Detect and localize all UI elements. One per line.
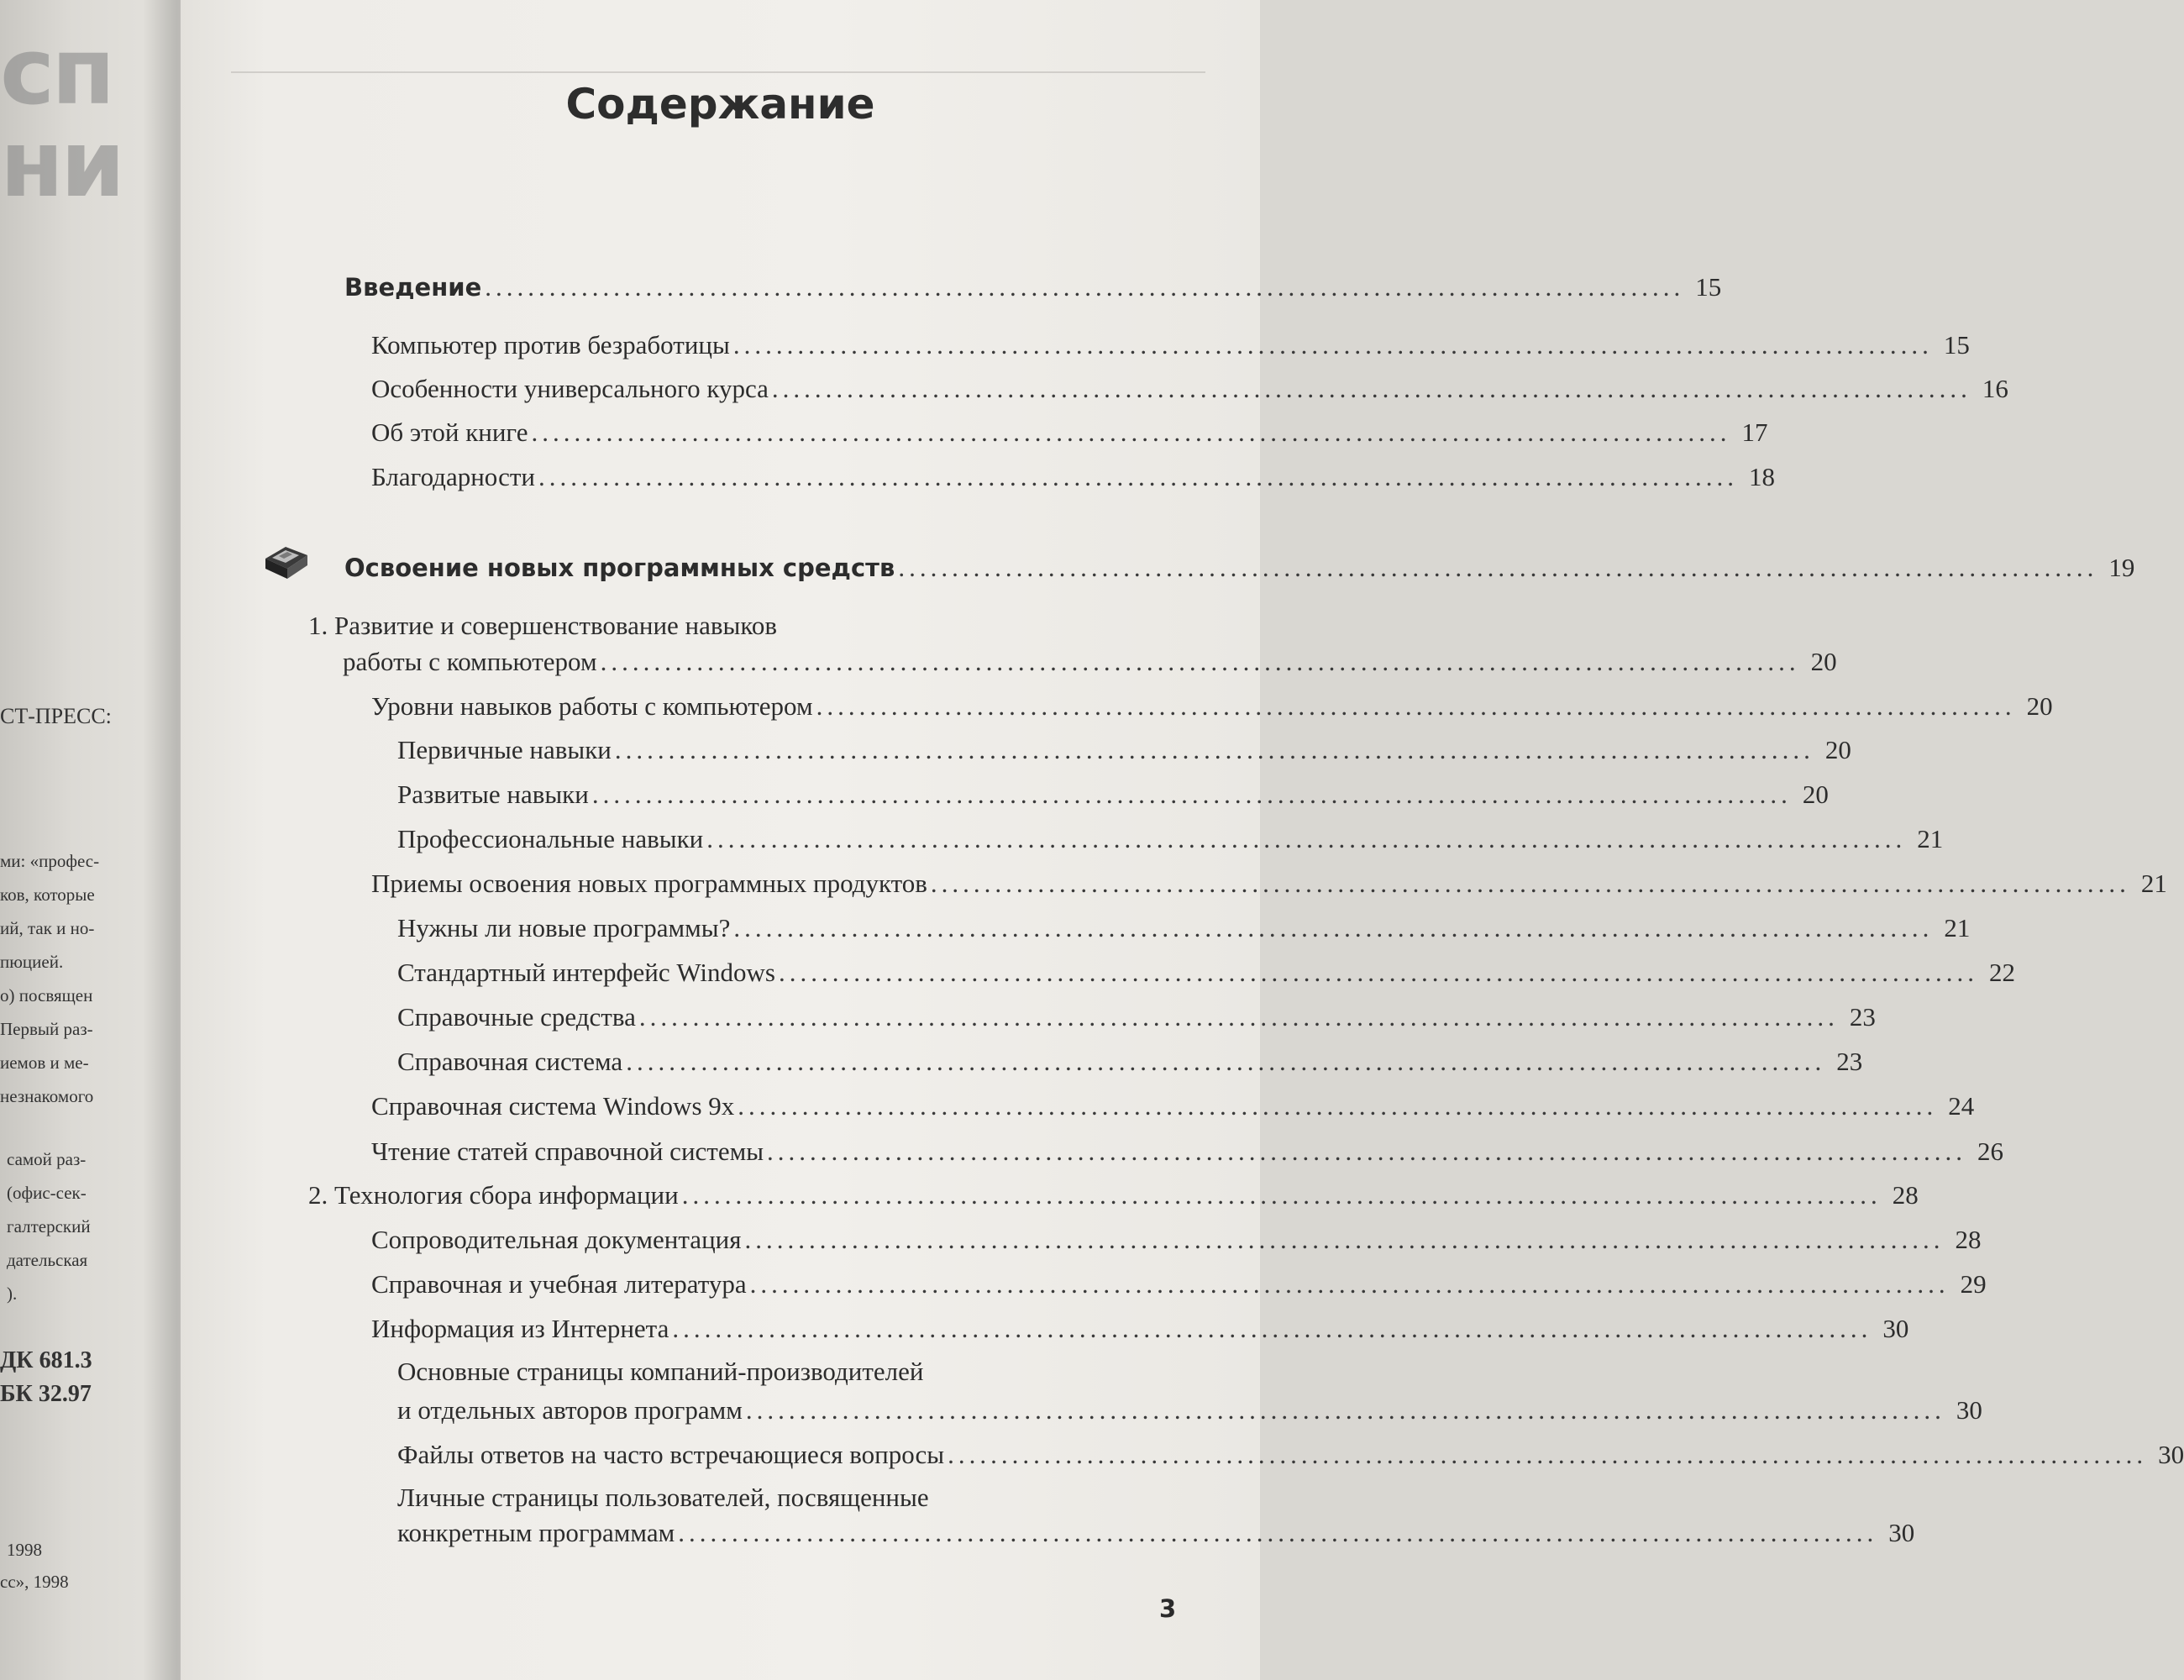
toc-entry[interactable]: [344, 552, 2135, 584]
toc-page-number: 21: [2140, 869, 2167, 898]
left-page-fragment: галтерский: [7, 1216, 91, 1236]
toc-entry[interactable]: [371, 1224, 1982, 1256]
dot-leader: ................................................................................................................: [948, 1440, 2148, 1469]
left-page-fragment: 1998: [7, 1540, 42, 1560]
left-page-fragment: самой раз-: [7, 1149, 87, 1169]
toc-entry[interactable]: [371, 1136, 2004, 1168]
toc-page-number: 21: [1917, 824, 1944, 853]
dot-leader: ................................................................................................................: [600, 647, 1800, 676]
toc-entry-label-continuation: конкретным программам: [397, 1518, 675, 1547]
left-page-fragment: ).: [7, 1284, 18, 1304]
toc-page-number: 16: [1982, 374, 2008, 403]
page-title: Содержание: [565, 80, 875, 129]
toc-entry-label: Справочная система: [397, 1047, 623, 1076]
toc-page-number: 30: [1888, 1518, 1915, 1547]
left-page-fragment: сс», 1998: [0, 1572, 69, 1592]
toc-page-number: 20: [1824, 735, 1851, 764]
toc-entry[interactable]: [371, 329, 1970, 361]
toc-entry-label: Приемы освоения новых программных продуктов: [371, 869, 927, 898]
toc-page-number: 30: [1882, 1314, 1909, 1343]
toc-page-number: 26: [1977, 1137, 2004, 1166]
toc-entry[interactable]: [371, 690, 2053, 722]
left-page-fragment: СТ-ПРЕСС:: [0, 704, 112, 728]
page-number: 3: [1159, 1594, 1177, 1623]
dot-leader: ................................................................................................................: [591, 780, 1792, 809]
dot-leader: ................................................................................................................: [745, 1395, 1945, 1425]
dot-leader: ................................................................................................................: [930, 869, 2130, 898]
toc-page-number: 23: [1836, 1047, 1863, 1076]
toc-page-number: 20: [2026, 691, 2053, 721]
toc-entry-label: Первичные навыки: [397, 735, 612, 764]
left-page-fragment: дательская: [7, 1250, 88, 1270]
left-page-fragment: ми: «профес-: [0, 851, 100, 871]
dot-leader: ................................................................................................................: [678, 1518, 1878, 1547]
toc-page-number: 21: [1944, 913, 1971, 942]
toc-entry-label: Справочные средства: [397, 1002, 636, 1032]
toc-page-number: 30: [2158, 1440, 2184, 1469]
toc-entry-label[interactable]: 1. Развитие и совершенствование навыков: [308, 611, 777, 640]
contents-page: [181, 0, 2184, 1680]
toc-page-number: 15: [1943, 330, 1970, 360]
toc-entry-label: Справочная система Windows 9x: [371, 1091, 735, 1121]
dot-leader: ................................................................................................................: [738, 1091, 1938, 1121]
left-page-fragment: незнакомого: [0, 1086, 94, 1106]
toc-entry[interactable]: [397, 734, 1851, 766]
toc-page-number: 20: [1802, 780, 1829, 809]
toc-entry-label: Введение: [344, 273, 482, 302]
table-of-contents: [181, 0, 2184, 1680]
left-page-fragment: ков, которые: [0, 885, 95, 905]
left-page-fragment: Первый раз-: [0, 1019, 93, 1039]
toc-entry[interactable]: [397, 1394, 1982, 1426]
toc-page-number: 24: [1948, 1091, 1975, 1121]
toc-page-number: 28: [1955, 1225, 1982, 1254]
toc-entry[interactable]: [397, 957, 2015, 989]
toc-entry-label: Нужны ли новые программы?: [397, 913, 731, 942]
toc-entry[interactable]: [371, 417, 1768, 449]
toc-entry-label[interactable]: Личные страницы пользователей, посвященные: [397, 1483, 929, 1512]
toc-entry[interactable]: [397, 779, 1829, 811]
left-page-fragment: ДК 681.3: [0, 1347, 92, 1373]
left-page-fragment: ий, так и но-: [0, 918, 95, 938]
toc-page-number: 17: [1741, 417, 1768, 447]
toc-entry-label: Информация из Интернета: [371, 1314, 669, 1343]
toc-entry-label: Справочная и учебная литература: [371, 1269, 747, 1299]
dot-leader: ................................................................................................................: [672, 1314, 1872, 1343]
toc-entry[interactable]: [371, 461, 1775, 493]
toc-entry-label: Особенности универсального курса: [371, 374, 769, 403]
toc-page-number: 15: [1695, 272, 1722, 302]
toc-entry-label: Развитые навыки: [397, 780, 589, 809]
toc-entry[interactable]: [343, 646, 1837, 678]
toc-entry[interactable]: [371, 373, 2008, 405]
dot-leader: ................................................................................................................: [778, 958, 1978, 987]
toc-page-number: 23: [1849, 1002, 1876, 1032]
left-page-fragment: пюцией.: [0, 952, 64, 972]
toc-entry[interactable]: [397, 1046, 1863, 1078]
dot-leader: ................................................................................................................: [732, 330, 1933, 360]
toc-entry[interactable]: [371, 1313, 1909, 1345]
toc-entry-label: Об этой книге: [371, 417, 528, 447]
toc-page-number: 30: [1956, 1395, 1982, 1425]
dot-leader: ................................................................................................................: [531, 417, 1731, 447]
toc-entry-label: 2. Технология сбора информации: [308, 1180, 679, 1210]
dot-leader: ................................................................................................................: [898, 553, 2098, 582]
dot-leader: ................................................................................................................: [538, 462, 1738, 491]
dot-leader: ................................................................................................................: [733, 913, 1934, 942]
left-page-faded-heading: сп ни: [0, 18, 123, 218]
toc-page-number: 18: [1748, 462, 1775, 491]
toc-entry-label-continuation: работы с компьютером: [343, 647, 597, 676]
toc-entry-label[interactable]: Основные страницы компаний-производителей: [397, 1357, 924, 1386]
toc-page-number: 29: [1960, 1269, 1987, 1299]
toc-entry-label: Освоение новых программных средств: [344, 554, 895, 582]
left-page-fragment: (офис-сек-: [7, 1183, 87, 1203]
dot-leader: ................................................................................................................: [706, 824, 1907, 853]
toc-entry[interactable]: [397, 823, 1944, 855]
toc-entry-label: Файлы ответов на часто встречающиеся вопросы: [397, 1440, 945, 1469]
toc-entry-label: Благодарности: [371, 462, 535, 491]
left-page-fragment: о) посвящен: [0, 985, 93, 1005]
toc-entry[interactable]: [371, 1268, 1987, 1300]
left-page-fragment: БК 32.97: [0, 1381, 92, 1407]
toc-entry-label: Компьютер против безработицы: [371, 330, 730, 360]
toc-entry-label: Чтение статей справочной системы: [371, 1137, 764, 1166]
toc-entry[interactable]: [397, 1517, 1915, 1549]
toc-page-number: 22: [1988, 958, 2015, 987]
toc-entry-label: Сопроводительная документация: [371, 1225, 742, 1254]
toc-entry[interactable]: [397, 1001, 1876, 1033]
toc-entry[interactable]: [397, 1439, 2184, 1471]
toc-entry[interactable]: [371, 1090, 1975, 1122]
toc-entry-label: Стандартный интерфейс Windows: [397, 958, 775, 987]
dot-leader: ................................................................................................................: [485, 272, 1685, 302]
toc-entry-label: Уровни навыков работы с компьютером: [371, 691, 813, 721]
toc-page-number: 19: [2108, 553, 2135, 582]
dot-leader: ................................................................................................................: [614, 735, 1814, 764]
toc-entry[interactable]: [308, 1179, 1919, 1211]
dot-leader: ................................................................................................................: [771, 374, 1971, 403]
dot-leader: ................................................................................................................: [749, 1269, 1950, 1299]
toc-page-number: 20: [1810, 647, 1837, 676]
dot-leader: ................................................................................................................: [626, 1047, 1826, 1076]
dot-leader: ................................................................................................................: [744, 1225, 1945, 1254]
dot-leader: ................................................................................................................: [638, 1002, 1839, 1032]
toc-entry-label-continuation: и отдельных авторов программ: [397, 1395, 743, 1425]
dot-leader: ................................................................................................................: [681, 1180, 1882, 1210]
toc-page-number: 28: [1892, 1180, 1919, 1210]
toc-entry[interactable]: [344, 271, 1722, 303]
toc-entry[interactable]: [371, 868, 2167, 900]
left-page-fragment: иемов и ме-: [0, 1053, 89, 1073]
toc-entry[interactable]: [397, 912, 1971, 944]
toc-entry-label: Профессиональные навыки: [397, 824, 704, 853]
dot-leader: ................................................................................................................: [816, 691, 2016, 721]
dot-leader: ................................................................................................................: [767, 1137, 1967, 1166]
